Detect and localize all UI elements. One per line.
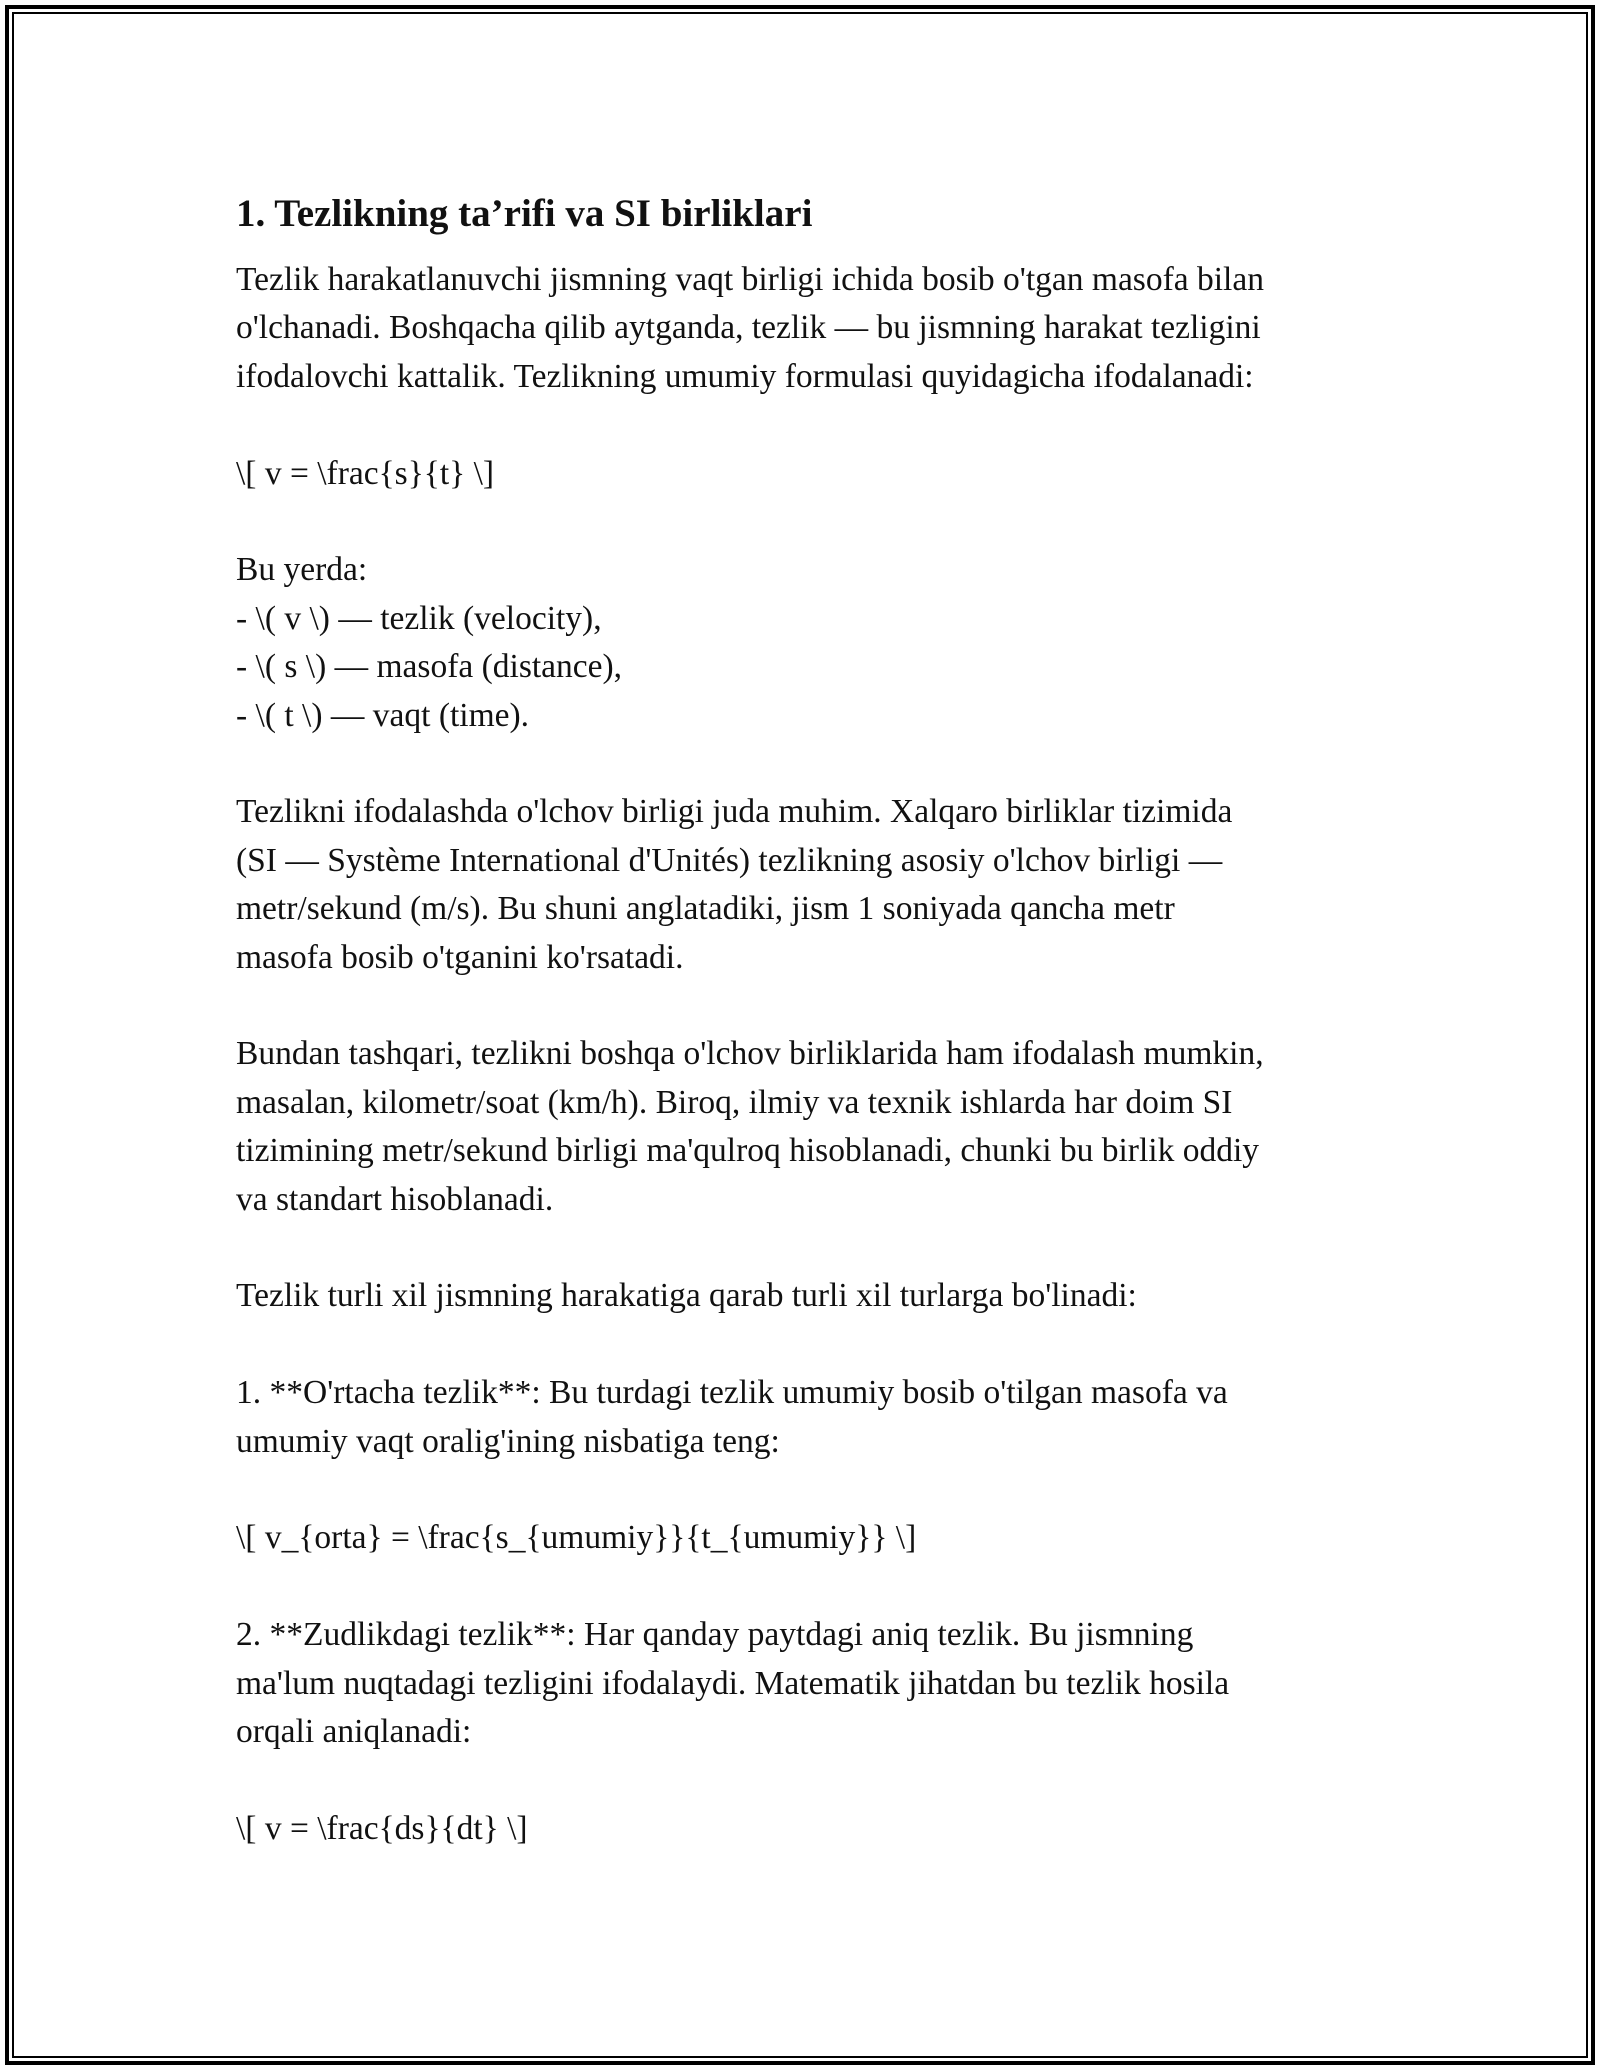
- list-item-instant-speed: 2. **Zudlikdagi tezlik**: Har qanday paytdagi aniq tezlik. Bu jismning: [236, 1616, 1194, 1654]
- text-line: metr/sekund (m/s). Bu shuni anglatadiki, jism 1 soniyada qancha metr: [236, 890, 1175, 928]
- text-line: va standart hisoblanadi.: [236, 1180, 554, 1218]
- text-line: orqali aniqlanadi:: [236, 1713, 472, 1751]
- text-line: ma'lum nuqtadagi tezligini ifodalaydi. Matematik jihatdan bu tezlik hosila: [236, 1664, 1230, 1702]
- text-line: Bundan tashqari, tezlikni boshqa o'lchov birliklarida ham ifodalash mumkin,: [236, 1035, 1264, 1073]
- list-item-average-speed: 1. **O'rtacha tezlik**: Bu turdagi tezlik umumiy bosib o'tilgan masofa va: [236, 1374, 1228, 1412]
- definition-item: - \( v \) — tezlik (velocity),: [236, 599, 602, 637]
- formula-main: \[ v = \frac{s}{t} \]: [236, 454, 495, 492]
- text-line: masalan, kilometr/soat (km/h). Biroq, ilmiy va texnik ishlarda har doim SI: [236, 1083, 1233, 1121]
- intro-paragraph: [236, 256, 1376, 1853]
- text-line: ifodalovchi kattalik. Tezlikning umumiy formulasi quyidagicha ifodalanadi:: [236, 357, 1254, 395]
- text-line: masofa bosib o'tganini ko'rsatadi.: [236, 938, 684, 976]
- document-body: [236, 182, 1376, 1853]
- text-line: umumiy vaqt oralig'ining nisbatiga teng:: [236, 1422, 780, 1460]
- text-line: Tezlik harakatlanuvchi jismning vaqt birligi ichida bosib o'tgan masofa bilan: [236, 261, 1264, 298]
- page-title: 1. Tezlikning ta’rifi va SI birliklari: [236, 192, 813, 235]
- definition-item: - \( t \) — vaqt (time).: [236, 696, 530, 734]
- formula-instant: \[ v = \frac{ds}{dt} \]: [236, 1809, 528, 1847]
- where-label: Bu yerda:: [236, 551, 368, 589]
- text-line: tizimining metr/sekund birligi ma'qulroq hisoblanadi, chunki bu birlik oddiy: [236, 1132, 1260, 1170]
- text-line: (SI — Système International d'Unités) tezlikning asosiy o'lchov birligi —: [236, 841, 1223, 879]
- text-line: Tezlikni ifodalashda o'lchov birligi juda muhim. Xalqaro birliklar tizimida: [236, 793, 1233, 831]
- formula-average: \[ v_{orta} = \frac{s_{umumiy}}{t_{umumiy}} \]: [236, 1519, 917, 1557]
- definition-item: - \( s \) — masofa (distance),: [236, 648, 623, 686]
- text-line: o'lchanadi. Boshqacha qilib aytganda, tezlik — bu jismning harakat tezligini: [236, 309, 1261, 347]
- types-intro: Tezlik turli xil jismning harakatiga qarab turli xil turlarga bo'linadi:: [236, 1277, 1137, 1315]
